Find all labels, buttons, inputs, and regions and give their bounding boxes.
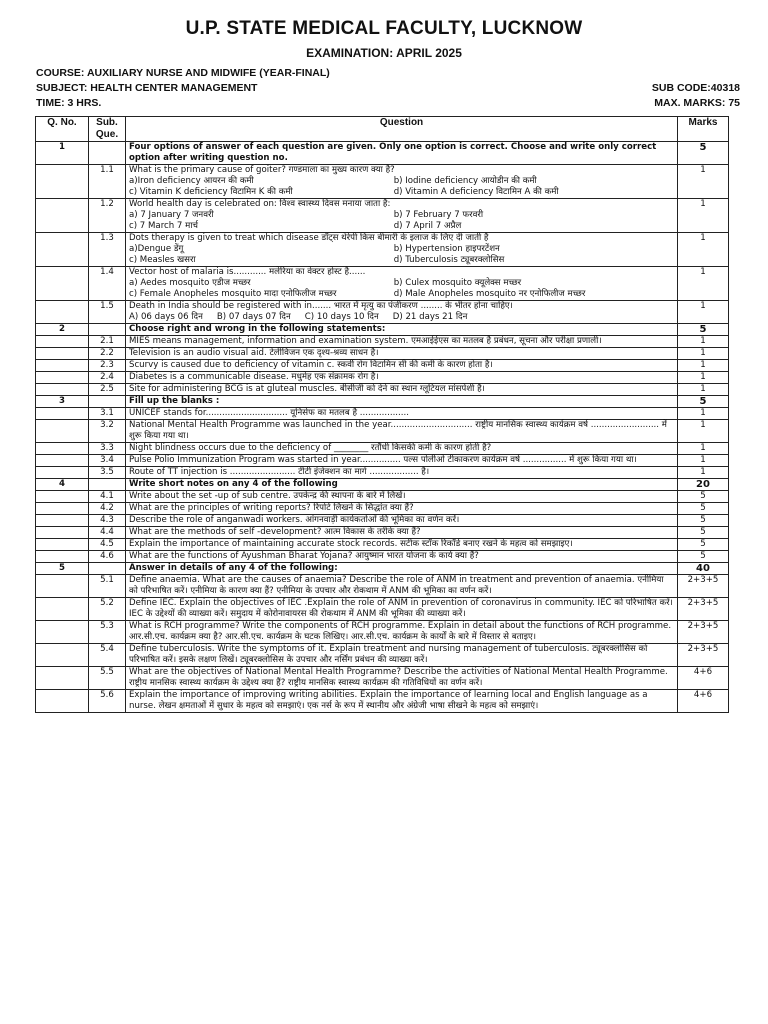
question-number (36, 503, 89, 515)
question-statement: What are the functions of Ayushman Bharat Yojana? आयुष्मान भारत योजना के कार्य क्या हैं? (129, 551, 479, 561)
question-text (126, 267, 678, 301)
question-text (126, 667, 678, 690)
question-text (126, 336, 678, 348)
header-sub-que: Sub. Que. (89, 117, 126, 142)
answer-option: C) 10 days 10 दिन (304, 312, 379, 322)
answer-option: D) 21 days 21 दिन (392, 312, 468, 322)
section-row (36, 142, 729, 165)
question-text (126, 360, 678, 372)
question-statement: Site for administering BCG is at gluteal muscles. बीसीजी को देने का स्थान ग्लूटियल मांसपेशी है। (129, 384, 485, 394)
question-statement: What is the primary cause of goiter? गण्डमाला का मुख्य कारण क्या है? (129, 165, 395, 175)
sub-code-label: SUB CODE:40318 (651, 82, 740, 94)
question-marks: 1 (678, 301, 729, 324)
table-row (36, 515, 729, 527)
answer-option: d) Vitamin A deficiency विटामिन A की कमी (393, 187, 559, 197)
answer-options (129, 278, 674, 300)
section-instruction: Write short notes on any 4 of the following (126, 479, 678, 491)
answer-option: A) 06 days 06 दिन (129, 312, 203, 322)
question-number: 2 (36, 324, 89, 336)
table-row (36, 348, 729, 360)
question-marks: 1 (678, 360, 729, 372)
answer-options (129, 244, 674, 266)
sub-question-number: 5.3 (89, 621, 126, 644)
question-marks: 2+3+5 (678, 621, 729, 644)
question-marks: 1 (678, 165, 729, 199)
question-statement: Define tuberculosis. Write the symptoms of it. Explain treatment and nursing management of tuberculosis. ट्यूबरक्लोसिस को परिभाषित करें। इसके लक्षण लिखें। ट्यूबरक्लोसिस के उपचार और नर्सिंग प्रबंधन की व्याख्या करें। (129, 644, 648, 665)
question-text (126, 199, 678, 233)
table-row (36, 372, 729, 384)
sub-question-number (89, 563, 126, 575)
table-row (36, 384, 729, 396)
question-text (126, 503, 678, 515)
header-q-no: Q. No. (36, 117, 89, 142)
answer-option: d) Male Anopheles mosquito नर एनोफिलीज मच्छर (393, 289, 586, 299)
question-marks: 1 (678, 267, 729, 301)
question-number (36, 384, 89, 396)
section-instruction: Fill up the blanks : (126, 396, 678, 408)
question-marks: 1 (678, 372, 729, 384)
sub-question-number: 3.3 (89, 443, 126, 455)
question-number (36, 443, 89, 455)
question-marks: 5 (678, 515, 729, 527)
question-number (36, 455, 89, 467)
table-row (36, 199, 729, 233)
question-statement: Describe the role of anganwadi workers. आंगनवाड़ी कार्यकर्ताओं की भूमिका का वर्णन करें। (129, 515, 460, 525)
table-row (36, 690, 729, 713)
table-row (36, 527, 729, 539)
question-marks: 1 (678, 420, 729, 443)
question-number (36, 408, 89, 420)
sub-question-number: 1.2 (89, 199, 126, 233)
question-statement: Diabetes is a communicable disease. मधुमेह एक संक्रामक रोग है। (129, 372, 379, 382)
question-table-body (36, 142, 729, 713)
question-text (126, 575, 678, 598)
question-statement: Explain the importance of maintaining accurate stock records. सटीक स्टॉक रिकॉर्ड बनाए रखने के महत्व को समझाइए। (129, 539, 573, 549)
sub-question-number (89, 396, 126, 408)
question-statement: UNICEF stands for.............................. यूनिसेफ का मतलब है .................. (129, 408, 409, 418)
question-marks: 5 (678, 551, 729, 563)
sub-question-number: 5.2 (89, 598, 126, 621)
section-row (36, 563, 729, 575)
question-text (126, 455, 678, 467)
time-label: TIME: 3 HRS. (36, 97, 102, 109)
sub-question-number: 2.2 (89, 348, 126, 360)
question-statement: Scurvy is caused due to deficiency of vitamin c. स्कर्वी रोग विटामिन सी की कमी के कारण होता है। (129, 360, 493, 370)
question-statement: MIES means management, information and examination system. एमआईईएस का मतलब है प्रबंधन, सूचना और परीक्षा प्रणाली। (129, 336, 602, 346)
sub-question-number: 2.3 (89, 360, 126, 372)
section-instruction: Choose right and wrong in the following statements: (126, 324, 678, 336)
answer-option: B) 07 days 07 दिन (216, 312, 291, 322)
answer-option: b) Iodine deficiency आयोडीन की कमी (393, 176, 537, 186)
question-statement: Write about the set -up of sub centre. उपकेन्द्र की स्थापना के बारे में लिखें। (129, 491, 406, 501)
table-row (36, 267, 729, 301)
question-marks: 2+3+5 (678, 598, 729, 621)
question-number (36, 598, 89, 621)
table-row (36, 420, 729, 443)
table-row (36, 455, 729, 467)
question-number: 5 (36, 563, 89, 575)
max-marks-label: MAX. MARKS: 75 (654, 97, 740, 109)
header-question: Question (126, 117, 678, 142)
question-number (36, 199, 89, 233)
sub-question-number: 5.5 (89, 667, 126, 690)
question-marks: 4+6 (678, 667, 729, 690)
sub-question-number: 4.4 (89, 527, 126, 539)
question-text (126, 408, 678, 420)
question-text (126, 384, 678, 396)
question-number: 1 (36, 142, 89, 165)
question-number (36, 621, 89, 644)
sub-question-number: 2.1 (89, 336, 126, 348)
question-text (126, 621, 678, 644)
question-marks: 1 (678, 348, 729, 360)
course-label: COURSE: AUXILIARY NURSE AND MIDWIFE (YEAR-FINAL) (36, 67, 330, 79)
section-marks: 20 (678, 479, 729, 491)
table-row (36, 575, 729, 598)
question-number (36, 467, 89, 479)
question-text (126, 690, 678, 713)
question-statement: Explain the importance of improving writing abilities. Explain the importance of learning local and English language as a nurse. लेखन क्षमताओं में सुधार के महत्व को समझाएं। एक नर्स के रूप में स्थानीय और अंग्रेजी भाषा सीखने के महत्व को समझाएं। (129, 690, 648, 711)
question-marks: 1 (678, 384, 729, 396)
question-marks: 5 (678, 527, 729, 539)
table-row (36, 408, 729, 420)
question-marks: 1 (678, 336, 729, 348)
question-statement: Pulse Polio Immunization Program was started in year............... पल्स पोलीओ टीकाकरण कार्यक्रम वर्ष ................ में शुरू किया गया था। (129, 455, 637, 465)
question-number (36, 336, 89, 348)
sub-question-number: 3.4 (89, 455, 126, 467)
question-statement: What are the objectives of National Mental Health Programme? Describe the activities of National Mental Health Programme. राष्ट्रीय मानसिक स्वास्थ्य कार्यक्रम के उद्देश्य क्या हैं? राष्ट्रीय मानसिक स्वास्थ्य कार्यक्रम की गतिविधियों का वर्णन करें। (129, 667, 668, 688)
question-number (36, 372, 89, 384)
question-text (126, 644, 678, 667)
table-row (36, 551, 729, 563)
question-marks: 5 (678, 503, 729, 515)
question-number: 3 (36, 396, 89, 408)
answer-option: a) 7 January 7 जनवरी (129, 210, 214, 220)
question-statement: Vector host of malaria is............ मलेरिया का वेक्टर होस्ट है...... (129, 267, 366, 277)
question-marks: 1 (678, 443, 729, 455)
question-text (126, 420, 678, 443)
section-row (36, 324, 729, 336)
question-statement: Define anaemia. What are the causes of anaemia? Describe the role of ANM in treatment and prevention of anaemia. एनीमिया को परिभाषित करें। एनीमिया के कारण क्या हैं? एनीमिया के उपचार और रोकथाम में ANM की भूमिका का वर्णन करें। (129, 575, 664, 596)
sub-question-number: 3.5 (89, 467, 126, 479)
sub-question-number: 5.6 (89, 690, 126, 713)
question-text (126, 165, 678, 199)
question-number: 4 (36, 479, 89, 491)
answer-option: c) Measles खसरा (129, 255, 196, 265)
sub-question-number: 4.6 (89, 551, 126, 563)
question-statement: What is RCH programme? Write the components of RCH programme. Explain in detail about the functions of RCH programme. आर.सी.एच. कार्यक्रम क्या है? आर.सी.एच. कार्यक्रम के घटक लिखिए। आर.सी.एच. कार्यक्रम के कार्यों के बारे में विस्तार से बताइए। (129, 621, 672, 642)
answer-option: c) Female Anopheles mosquito मादा एनोफिलीज मच्छर (129, 289, 337, 299)
header-marks: Marks (678, 117, 729, 142)
table-row (36, 360, 729, 372)
question-number (36, 551, 89, 563)
answer-option: a) Aedes mosquito एडीज मच्छर (129, 278, 251, 288)
section-marks: 5 (678, 142, 729, 165)
question-text (126, 491, 678, 503)
table-header-row (36, 117, 729, 142)
question-text (126, 348, 678, 360)
question-statement: Night blindness occurs due to the deficiency of ________ रतौंधी किसकी कमी के कारण होती है? (129, 443, 492, 453)
institution-title: U.P. STATE MEDICAL FACULTY, LUCKNOW (185, 18, 583, 39)
paper-meta (0, 66, 768, 111)
question-number (36, 301, 89, 324)
answer-option: c) Vitamin K deficiency विटामिन K की कमी (129, 187, 293, 197)
question-number (36, 165, 89, 199)
sub-question-number: 1.5 (89, 301, 126, 324)
question-marks: 4+6 (678, 690, 729, 713)
question-number (36, 491, 89, 503)
section-marks: 40 (678, 563, 729, 575)
question-text (126, 539, 678, 551)
sub-question-number: 5.1 (89, 575, 126, 598)
question-text (126, 467, 678, 479)
question-number (36, 360, 89, 372)
question-number (36, 348, 89, 360)
question-text (126, 301, 678, 324)
table-row (36, 233, 729, 267)
question-statement: What are the methods of self -development? आत्म विकास के तरीके क्या हैं? (129, 527, 421, 537)
table-row (36, 491, 729, 503)
question-number (36, 690, 89, 713)
sub-question-number: 1.4 (89, 267, 126, 301)
question-marks: 1 (678, 199, 729, 233)
table-row (36, 336, 729, 348)
subject-label: SUBJECT: HEALTH CENTER MANAGEMENT (36, 82, 258, 94)
question-text (126, 515, 678, 527)
question-marks: 2+3+5 (678, 644, 729, 667)
question-marks: 1 (678, 408, 729, 420)
answer-option: b) 7 February 7 फरवरी (393, 210, 484, 220)
question-statement: Television is an audio visual aid. टेलीविजन एक दृश्य-श्रव्य साधन है। (129, 348, 379, 358)
question-text (126, 233, 678, 267)
question-number (36, 575, 89, 598)
question-text (126, 372, 678, 384)
question-marks: 5 (678, 539, 729, 551)
exam-title: EXAMINATION: APRIL 2025 (306, 46, 462, 60)
answer-options (129, 210, 674, 232)
table-row (36, 503, 729, 515)
section-row (36, 396, 729, 408)
question-number (36, 267, 89, 301)
sub-question-number: 5.4 (89, 644, 126, 667)
table-row (36, 667, 729, 690)
section-marks: 5 (678, 396, 729, 408)
question-text (126, 551, 678, 563)
answer-option: b) Culex mosquito क्यूलेक्स मच्छर (393, 278, 522, 288)
sub-question-number (89, 324, 126, 336)
question-text (126, 443, 678, 455)
table-row (36, 539, 729, 551)
question-statement: National Mental Health Programme was launched in the year.............................. राष्ट्रीय मानसिक स्वास्थ्य कार्यक्रम वर्ष ......................... में शुरू किया गया था। (129, 420, 667, 441)
question-table (35, 116, 729, 713)
sub-question-number: 3.1 (89, 408, 126, 420)
question-statement: World health day is celebrated on: विश्व स्वास्थ्य दिवस मनाया जाता है: (129, 199, 391, 209)
question-text (126, 598, 678, 621)
table-row (36, 301, 729, 324)
answer-option: c) 7 March 7 मार्च (129, 221, 198, 231)
table-row (36, 644, 729, 667)
question-number (36, 420, 89, 443)
table-row (36, 621, 729, 644)
sub-question-number (89, 142, 126, 165)
sub-question-number: 4.1 (89, 491, 126, 503)
question-number (36, 527, 89, 539)
table-row (36, 598, 729, 621)
question-number (36, 667, 89, 690)
question-number (36, 644, 89, 667)
question-marks: 5 (678, 491, 729, 503)
answer-option: b) Hypertension हाइपरटेंशन (393, 244, 500, 254)
question-statement: What are the principles of writing reports? रिपोर्ट लिखने के सिद्धांत क्या हैं? (129, 503, 414, 513)
answer-options (129, 312, 674, 323)
answer-option: a)Iron deficiency आयरन की कमी (129, 176, 254, 186)
question-number (36, 539, 89, 551)
section-marks: 5 (678, 324, 729, 336)
sub-question-number: 1.1 (89, 165, 126, 199)
question-statement: Define IEC. Explain the objectives of IEC .Explain the role of ANM in prevention of coronavirus in community. IEC को परिभाषित करें। IEC के उद्देश्यों की व्याख्या करें। समुदाय में कोरोनावायरस की रोकथाम में ANM की भूमिका की व्याख्या करें। (129, 598, 673, 619)
question-statement: Dots therapy is given to treat which disease डॉट्स थेरेपी किस बीमारी के इलाज के लिए दी जाती है (129, 233, 489, 243)
section-row (36, 479, 729, 491)
section-instruction: Four options of answer of each question are given. Only one option is correct. Choose and write only correct option after writing question no. (126, 142, 678, 165)
answer-options (129, 176, 674, 198)
answer-option: a)Dengue डेंगू (129, 244, 184, 254)
sub-question-number: 4.2 (89, 503, 126, 515)
sub-question-number: 4.5 (89, 539, 126, 551)
sub-question-number: 1.3 (89, 233, 126, 267)
question-number (36, 233, 89, 267)
sub-question-number: 3.2 (89, 420, 126, 443)
question-statement: Death in India should be registered with in....... भारत में मृत्यु का पंजीकरण ........ के भीतर होना चाहिए। (129, 301, 513, 311)
question-marks: 1 (678, 233, 729, 267)
table-row (36, 165, 729, 199)
sub-question-number: 2.4 (89, 372, 126, 384)
question-marks: 1 (678, 467, 729, 479)
answer-option: d) 7 April 7 अप्रैल (393, 221, 462, 231)
section-instruction: Answer in details of any 4 of the following: (126, 563, 678, 575)
sub-question-number (89, 479, 126, 491)
sub-question-number: 4.3 (89, 515, 126, 527)
question-marks: 2+3+5 (678, 575, 729, 598)
table-row (36, 467, 729, 479)
table-row (36, 443, 729, 455)
question-statement: Route of TT injection is ........................ टीटी इंजेक्शन का मार्ग .................. है। (129, 467, 430, 477)
sub-question-number: 2.5 (89, 384, 126, 396)
answer-option: d) Tuberculosis ट्यूबरक्लोसिस (393, 255, 505, 265)
question-text (126, 527, 678, 539)
question-marks: 1 (678, 455, 729, 467)
question-number (36, 515, 89, 527)
